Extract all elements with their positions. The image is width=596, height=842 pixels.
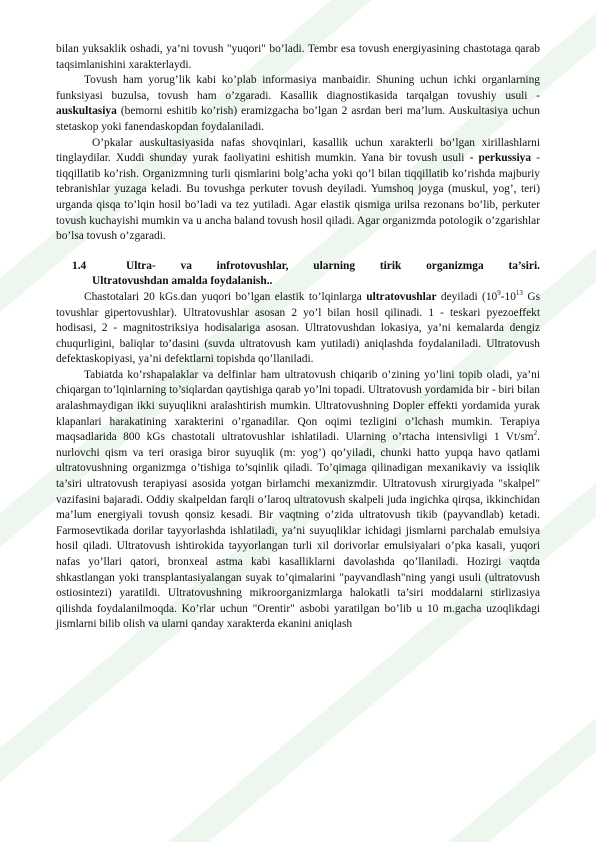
- term-auskultasiya: auskultasiya: [56, 105, 117, 118]
- paragraph-3: O’pkalar auskultasiyasida nafas shovqinlari, kasallik uchun xarakterli bo’lgan xirillashlarni tinglaydilar. Xuddi shunday yurak faoliyatini eshitish mumkin. Yana bir tovush usuli - perkussiya - tiqqillatib ko’rish. Organizmning turli qismlarini bolg’acha yoki qo’l bilan tiqqillatib ko’rishda majburiy tebranishlar yuzaga keladi. Bu tovushga perkuter tovush deyiladi. Yumshoq joyga (muskul, yog’, teri) urganda qisqa to’lqin hosil bo’ladi va tez yutiladi. Agar elastik qismiga urilsa rezonans bo’lib, perkuter tovush kuchayishi mumkin va u ancha baland tovush hosil qiladi. Agar organizmda potologik o’zgarishlar bo’lsa tovush o’zgaradi.: [56, 136, 540, 243]
- section-heading: 1.4 Ultra- va infrotovushlar, ularning tirik organizmga ta’siri. Ultratovushdan amalda foydalanish..: [56, 259, 540, 290]
- section-subtitle: Ultratovushdan amalda foydalanish..: [92, 275, 273, 288]
- section-number: 1.4: [72, 259, 87, 272]
- paragraph-5: Tabiatda ko’rshapalaklar va delfinlar ham ultratovush chiqarib o’zining yo’lini topib oladi, ya’ni chiqargan to’lqinlarning to’siqlardan qaytishiga qarab yo’lni topadi. Ultratovush yordamida bir - biri bilan aralashmaydigan ikki suyuqlikni aralashtirish mumkin. Ultratovushning Dopler effekti yordamida yurak klapanlari harakatining xarakterini o’rganadilar. Qon oqimi tezligini o’lchash mumkin. Terapiya maqsadlarida 800 kGs chastotali ultratovushlar ishlatiladi. Ularning o’rtacha intensivligi 1 $Vt/sm^2$. nurlovchi qism va teri orasiga biror suyuqlik (m: yog’) qo’yiladi, chunki hatto yupqa havo qatlami ultratovushning organizmga o’tishiga to’sqinlik qiladi. To’qimaga qilinadigan mexanikaviy va issiqlik ta’siri ultratovush terapiyasi asosida yotgan birlamchi mexanizmdir. Ultratovush xirurgiyada "skalpel" vazifasini bajaradi. Oddiy skalpeldan farqli o’laroq ultratovush skalpeli juda ingichka qirqsa, ikkinchidan ma’lum energiyali tovush qonsiz kesadi. Bir vaqtning o’zida ultratovush tikib (payvandlab) ketadi. Farmosevtikada dorilar tayyorlashda ishlatiladi, ya’ni suyuqliklar ichidagi jismlarni parchalab emulsiya hosil qiladi. Ultratovush ishtirokida tayyorlangan turli xil dorivorlar emulsiyalari o’pka kasali, yuqori nafas yo’llari qatori, bronxeal astma kabi kasalliklarni davolashda qo’llaniladi. Hozirgi vaqtda shkastlangan yoki transplantasiyalangan suyak to’qimalarini "payvandlash"ning yangi usuli (ultratovush ostiosintezi) yaratildi. Ultratovushning mikroorganizmlarga halokatli ta’siri moddalarni stirlizasiya qilishda foydalanilmoqda. Ko’rlar uchun "Orentir" asbobi yaratilgan bo’lib u 10 m.gacha uzoqlikdagi jismlarni bilib olish va ularni qanday xarakterda ekanini aniqlash: [56, 368, 540, 631]
- term-perkussiya: - perkussiya: [469, 152, 532, 165]
- paragraph-1: bilan yuksaklik oshadi, ya’ni tovush "yuqori" bo’ladi. Tembr esa tovush energiyasining chastotaga qarab taqsimlanishini xarakterlaydi.: [56, 43, 540, 71]
- term-ultratovushlar: ultratovushlar: [366, 290, 437, 303]
- paragraph-2: Tovush ham yorug’lik kabi ko’plab informasiya manbaidir. Shuning uchun ichki organlarning funksiyasi buzulsa, tovush ham o’zgaradi. Kasallik diagnostikasida tarqalgan tovushiy usuli - auskultasiya (bemorni eshitib ko’rish) eramizgacha bo’lgan 2 asrdan beri ma’lum. Auskultasiya uchun stetaskop yoki fanendaskopdan foydalaniladi.: [56, 74, 540, 133]
- paragraph-4: Chastotalari 20 kGs.dan yuqori bo’lgan elastik to’lqinlarga ultratovushlar deyiladi ($10^9-10^{13}$ Gs tovushlar gipertovushlar). Ultratovushlar asosan 2 yo’l bilan hosil qilinadi. 1 - teskari pyezoeffekt hodisasi, 2 - magnitostriksiya hodisalariga asosan. Ultratovushdan lokasiya, ya’ni kemalarda dengiz chuqurligini, baliqlar to’dasini (suvda ultratovush kam yutiladi) aniqlashda foydalaniladi. Ultratovush defektaskopiyasi, ya’ni defektlarni topishda qo’llaniladi.: [56, 289, 541, 366]
- document-body: [56, 42, 540, 633]
